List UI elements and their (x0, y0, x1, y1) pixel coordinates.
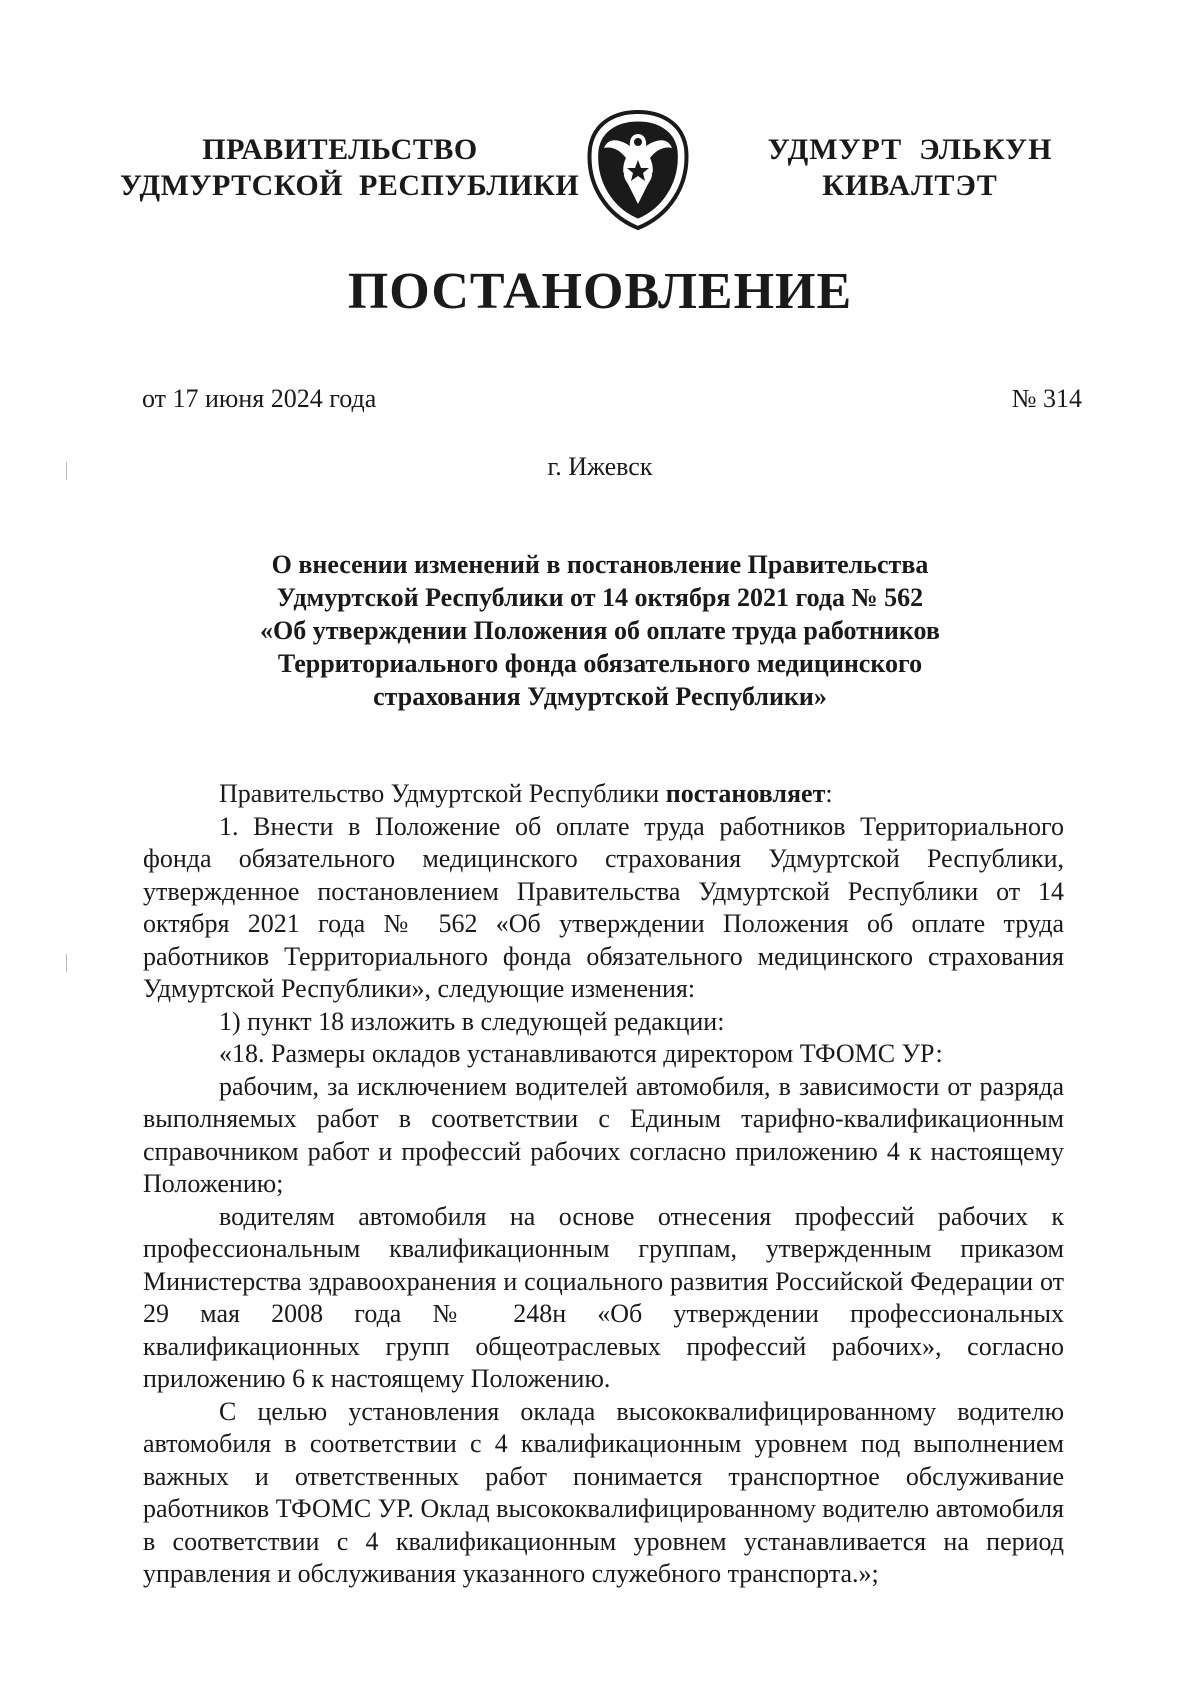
title-line: «Об утверждении Положения об оплате труда работников (260, 616, 940, 645)
government-name-russian (120, 132, 580, 204)
document-type-heading: ПОСТАНОВЛЕНИЕ (347, 263, 853, 320)
title-line: Удмуртской Республики от 14 октября 2021 года № 562 (276, 583, 924, 612)
document-number: № 314 (1011, 384, 1082, 413)
preamble-colon: : (825, 779, 833, 808)
scan-margin-mark (66, 954, 67, 972)
government-name-udmurt (760, 132, 1060, 204)
body-paragraph: рабочим, за исключением водителей автомобиля, в зависимости от разряда выполняемых работ в соответствии с Единым тарифно-квалификационным справочником работ и профессий рабочих согласно приложению 4 к настоящему Положению; (143, 1071, 1064, 1198)
preamble-verb: постановляет (665, 779, 826, 808)
title-line: страхования Удмуртской Республики» (373, 682, 827, 711)
header-right-line1: УДМУРТ ЭЛЬКУН (767, 133, 1053, 166)
document-body (143, 778, 1064, 1591)
title-line: Территориального фонда обязательного медицинского (277, 649, 923, 678)
header-right-line2: КИВАЛТЭТ (822, 169, 998, 202)
preamble-text: Правительство Удмуртской Республики (219, 779, 666, 808)
document-title (200, 548, 1000, 713)
body-paragraph: 1) пункт 18 изложить в следующей редакции: (219, 1006, 725, 1036)
coat-of-arms-icon (582, 108, 694, 232)
header-left-line2: УДМУРТСКОЙ РЕСПУБЛИКИ (120, 169, 580, 202)
scan-margin-mark (66, 462, 67, 480)
title-line: О внесении изменений в постановление Правительства (271, 550, 929, 579)
header-left-line1: ПРАВИТЕЛЬСТВО (202, 133, 478, 166)
body-paragraph: 1. Внести в Положение об оплате труда работников Территориального фонда обязательного медицинского страхования Удмуртской Республики, утвержденное постановлением Правительства Удмуртской Республики от 14 октября 2021 года № 562 «Об утверждении Положения об оплате труда работников Территориального фонда обязательного медицинского страхования Удмуртской Республики», следующие изменения: (143, 811, 1064, 1003)
document-date: от 17 июня 2024 года (142, 384, 377, 413)
document-city: г. Ижевск (547, 452, 653, 481)
body-paragraph: «18. Размеры окладов устанавливаются директором ТФОМС УР: (219, 1039, 943, 1068)
body-paragraph: водителям автомобиля на основе отнесения профессий рабочих к профессиональным квалификационным группам, утвержденным приказом Министерства здравоохранения и социального развития Российской Федерации от 29 мая 2008 года № 248н «Об утверждении профессиональных квалификационных групп общеотраслевых профессий рабочих», согласно приложению 6 к настоящему Положению. (143, 1201, 1064, 1393)
preamble-paragraph (143, 778, 1064, 811)
body-paragraph: С целью установления оклада высококвалифицированному водителю автомобиля в соответствии с 4 квалификационным уровнем под выполнением важных и ответственных работ понимается транспортное обслуживание работников ТФОМС УР. Оклад высококвалифицированному водителю автомобиля в соответствии с 4 квалификационным уровнем устанавливается на период управления и обслуживания указанного служебного транспорта.»; (143, 1396, 1064, 1588)
